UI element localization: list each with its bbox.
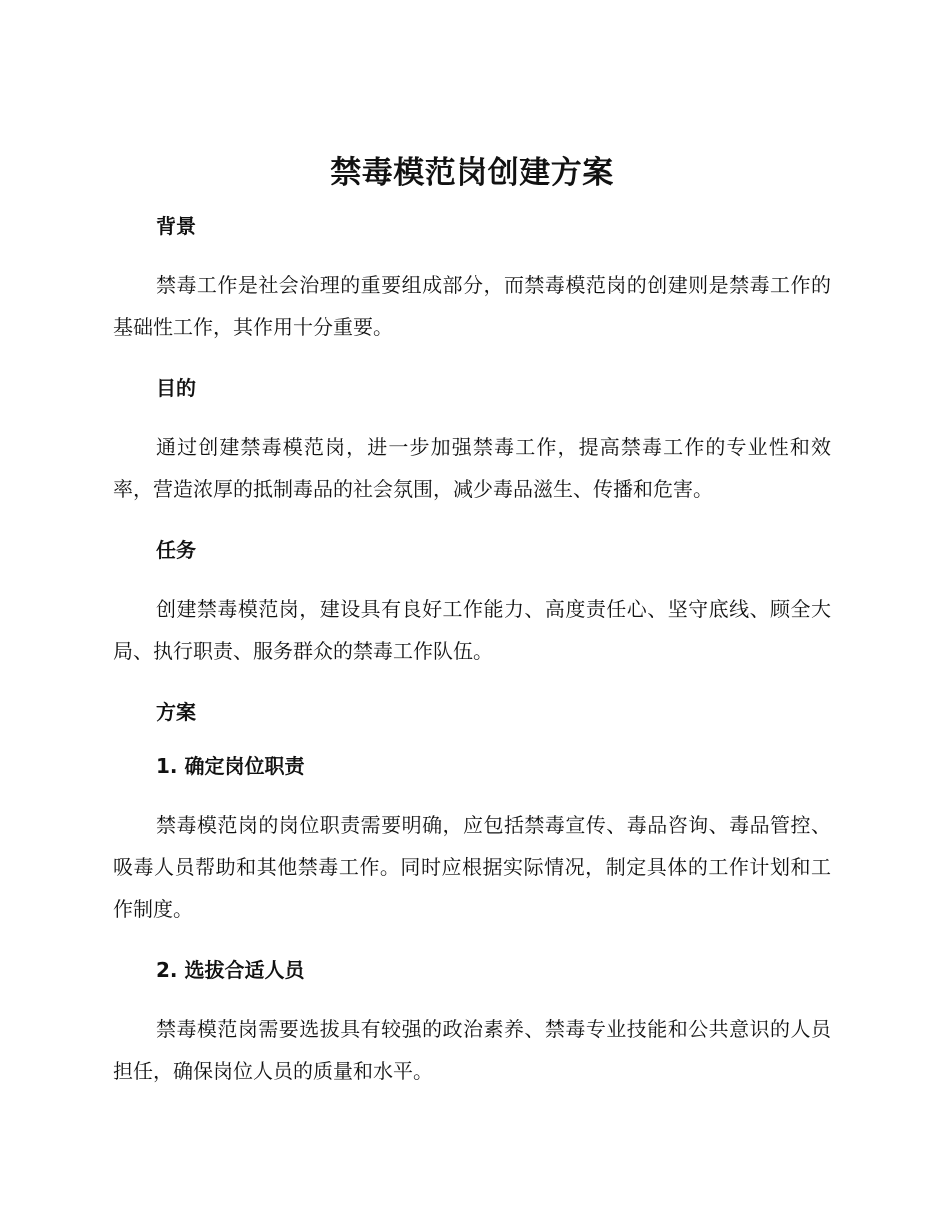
section-background [113, 210, 831, 348]
paragraph-responsibilities: 禁毒模范岗的岗位职责需要明确，应包括禁毒宣传、毒品咨询、毒品管控、吸毒人员帮助和其他禁毒工作。同时应根据实际情况，制定具体的工作计划和工作制度。 [113, 813, 831, 921]
paragraph-personnel: 禁毒模范岗需要选拔具有较强的政治素养、禁毒专业技能和公共意识的人员担任，确保岗位人员的质量和水平。 [113, 1017, 831, 1083]
plan-item-responsibilities [113, 750, 831, 930]
section-heading-background: 背景 [156, 214, 196, 238]
subsection-heading-responsibilities: 1. 确定岗位职责 [156, 754, 305, 778]
subsection-heading-personnel: 2. 选拔合适人员 [156, 958, 305, 982]
document-title: 禁毒模范岗创建方案 [330, 155, 614, 191]
document-body [113, 150, 831, 1116]
section-task [113, 534, 831, 672]
paragraph-task: 创建禁毒模范岗，建设具有良好工作能力、高度责任心、坚守底线、顾全大局、执行职责、服务群众的禁毒工作队伍。 [113, 597, 831, 663]
section-heading-purpose: 目的 [156, 376, 196, 400]
paragraph-purpose: 通过创建禁毒模范岗，进一步加强禁毒工作，提高禁毒工作的专业性和效率，营造浓厚的抵制毒品的社会氛围，减少毒品滋生、传播和危害。 [113, 435, 831, 501]
section-purpose [113, 372, 831, 510]
section-plan [113, 696, 831, 1092]
paragraph-background: 禁毒工作是社会治理的重要组成部分，而禁毒模范岗的创建则是禁毒工作的基础性工作，其作用十分重要。 [113, 273, 831, 339]
section-heading-task: 任务 [156, 538, 196, 562]
plan-item-personnel [113, 954, 831, 1092]
section-heading-plan: 方案 [156, 700, 196, 724]
